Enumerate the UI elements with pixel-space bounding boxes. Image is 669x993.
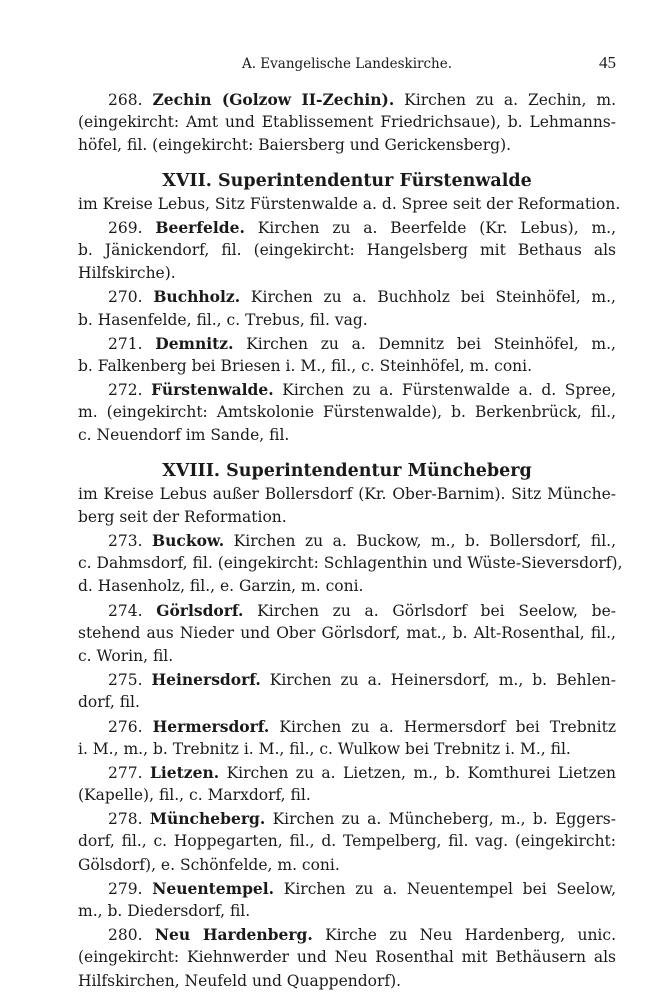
entry-name: Demnitz.	[155, 333, 234, 353]
page-number: 45	[599, 53, 616, 72]
entry-line: m., b. Diedersdorf, fil.	[78, 902, 251, 920]
section-subtitle-line: berg seit der Reformation.	[78, 507, 287, 526]
entry-name: Müncheberg.	[149, 809, 266, 829]
entry-first-line	[78, 332, 616, 355]
parish-entry	[78, 216, 616, 286]
entry-line: Gölsdorf), e. Schönfelde, m. coni.	[78, 855, 340, 874]
entry-first-line	[78, 807, 616, 830]
entry-first-line	[78, 923, 616, 946]
entry-number: 278.	[108, 810, 143, 829]
parish-entry	[78, 529, 623, 599]
entry-text: Kirchen zu a. Beerfelde (Kr. Lebus), m.,	[257, 218, 616, 237]
entry-first-line	[78, 285, 616, 308]
entry-line: Hilfskirchen, Neufeld und Quappendorf).	[78, 971, 402, 990]
section-block	[78, 169, 621, 216]
entry-line: (eingekircht: Amt und Etablissement Friedrichsaue), b. Lehmanns-	[78, 113, 616, 132]
running-title: A. Evangelische Landeskirche.	[241, 56, 453, 72]
entry-line: stehend aus Nieder und Ober Görlsdorf, mat., b. Alt-Rosenthal, fil.,	[78, 623, 616, 642]
entry-number: 271.	[108, 334, 143, 353]
entry-first-line	[78, 761, 616, 784]
document-page	[78, 53, 623, 993]
entry-name: Beerfelde.	[155, 217, 245, 237]
parish-entry	[78, 332, 616, 378]
parish-entry	[78, 807, 616, 877]
page-body	[78, 88, 623, 993]
entry-number: 280.	[108, 926, 143, 945]
entry-text: Kirchen zu a. Fürstenwalde a. d. Spree,	[282, 381, 616, 400]
entry-text: Kirchen zu a. Lietzen, m., b. Komthurei Lietzen	[226, 763, 616, 782]
entry-text: Kirchen zu a. Zechin, m.	[404, 91, 616, 109]
entry-first-line	[78, 715, 616, 738]
entry-first-line	[78, 216, 616, 239]
entry-number: 277.	[108, 763, 143, 782]
entry-text: Kirchen zu a. Demnitz bei Steinhöfel, m.,	[246, 334, 616, 353]
entry-name: Fürstenwalde.	[151, 380, 274, 400]
entry-number: 275.	[108, 671, 143, 690]
section-subtitle-line: im Kreise Lebus außer Bollersdorf (Kr. Ober-Barnim). Sitz Münche-	[78, 484, 616, 503]
entry-number: 270.	[108, 288, 143, 307]
entry-name: Zechin (Golzow II-Zechin).	[152, 90, 395, 109]
entry-name: Neuentempel.	[152, 878, 275, 898]
entry-line: m. (eingekircht: Amtskolonie Fürstenwalde), b. Berkenbrück, fil.,	[78, 403, 616, 422]
section-block	[78, 459, 616, 529]
entry-first-line	[78, 877, 616, 900]
entry-number: 276.	[108, 717, 143, 736]
entry-text: Kirche zu Neu Hardenberg, unic.	[325, 926, 617, 945]
entry-first-line	[78, 378, 616, 401]
parish-entry	[78, 715, 616, 761]
entry-line: i. M., m., b. Trebnitz i. M., fil., c. Wulkow bei Trebnitz i. M., fil.	[78, 739, 571, 758]
entry-text: Kirchen zu a. Müncheberg, m., b. Eggers-	[272, 810, 616, 829]
entry-number: 269.	[108, 218, 143, 237]
entry-name: Neu Hardenberg.	[154, 925, 313, 945]
parish-entry	[78, 285, 616, 331]
entry-line: b. Falkenberg bei Briesen i. M., fil., c. Steinhöfel, m. coni.	[78, 356, 533, 375]
entry-text: Kirchen zu a. Heinersdorf, m., b. Behlen-	[269, 671, 616, 690]
entry-text: Kirchen zu a. Hermersdorf bei Trebnitz	[279, 717, 616, 736]
entry-first-line	[78, 88, 616, 111]
entry-line: d. Hasenholz, fil., e. Garzin, m. coni.	[78, 577, 364, 596]
section-title: XVII. Superintendentur Fürstenwalde	[162, 170, 532, 191]
entry-name: Buchholz.	[153, 287, 241, 307]
entry-number: 268.	[108, 91, 143, 109]
entry-text: Kirchen zu a. Buckow, m., b. Bollersdorf, fil.,	[233, 532, 617, 550]
entry-text: Kirchen zu a. Buchholz bei Steinhöfel, m.,	[250, 288, 616, 307]
entry-number: 273.	[108, 532, 143, 550]
entry-line: (Kapelle), fil., c. Marxdorf, fil.	[78, 786, 311, 805]
entry-line: (eingekircht: Kiehnwerder und Neu Rosenthal mit Bethäusern als	[78, 948, 616, 967]
entry-line: b. Jänickendorf, fil. (eingekircht: Hangelsberg mit Bethaus als	[78, 240, 616, 259]
running-header	[78, 53, 616, 80]
entry-line: dorf, fil.	[78, 693, 140, 712]
entry-name: Görlsdorf.	[156, 600, 244, 620]
entry-name: Hermersdorf.	[152, 716, 270, 736]
entry-line: c. Dahmsdorf, fil. (eingekircht: Schlagenthin und Wüste-Sieversdorf),	[78, 554, 623, 573]
section-title: XVIII. Superintendentur Müncheberg	[162, 460, 532, 481]
entry-number: 279.	[108, 879, 143, 898]
entry-line: c. Neuendorf im Sande, fil.	[78, 426, 290, 445]
parish-entry	[78, 877, 616, 923]
parish-entry	[78, 923, 616, 993]
entry-name: Lietzen.	[149, 762, 220, 782]
entry-line: b. Hasenfelde, fil., c. Trebus, fil. vag.	[78, 310, 368, 329]
entry-line: dorf, fil., c. Hoppegarten, fil., d. Tempelberg, fil. vag. (eingekircht:	[78, 832, 616, 851]
entry-first-line	[78, 668, 616, 691]
parish-entry	[78, 88, 616, 158]
parish-entry	[78, 761, 616, 807]
entry-name: Heinersdorf.	[151, 670, 261, 690]
entry-number: 272.	[108, 381, 143, 400]
entry-line: Hilfskirche).	[78, 264, 176, 283]
entry-name: Buckow.	[152, 531, 225, 550]
parish-entry	[78, 668, 616, 714]
entry-number: 274.	[108, 601, 143, 620]
entry-text: Kirchen zu a. Görlsdorf bei Seelow, be-	[257, 601, 616, 620]
entry-text: Kirchen zu a. Neuentempel bei Seelow,	[283, 879, 616, 898]
parish-entry	[78, 599, 616, 669]
entry-first-line	[78, 529, 616, 552]
entry-first-line	[78, 599, 616, 622]
section-subtitle-line: im Kreise Lebus, Sitz Fürstenwalde a. d. Spree seit der Reformation.	[78, 194, 621, 213]
entry-line: c. Worin, fil.	[78, 646, 174, 665]
entry-line: höfel, fil. (eingekircht: Baiersberg und Gerickensberg).	[78, 136, 512, 155]
parish-entry	[78, 378, 616, 448]
